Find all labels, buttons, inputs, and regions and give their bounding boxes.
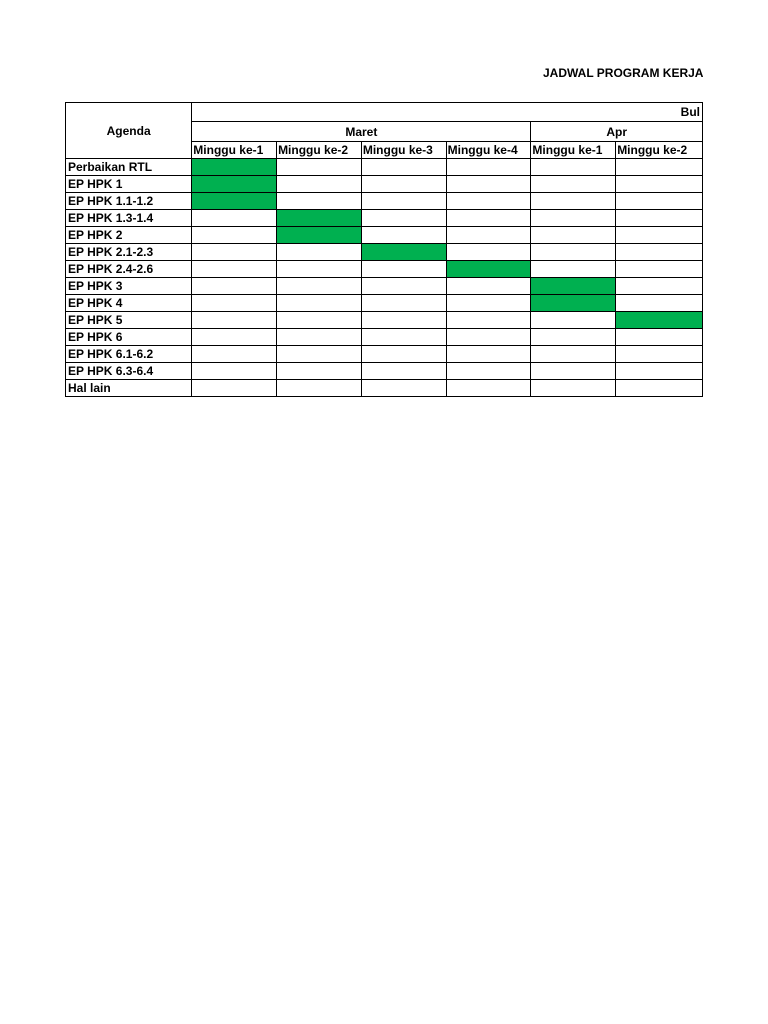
schedule-cell <box>361 380 446 397</box>
week-header-2: Minggu ke-2 <box>277 141 362 158</box>
schedule-cell <box>531 363 616 380</box>
agenda-label: EP HPK 5 <box>66 312 192 329</box>
schedule-cell <box>361 278 446 295</box>
schedule-cell <box>361 210 446 227</box>
schedule-cell-filled <box>192 159 277 176</box>
schedule-cell-filled <box>531 278 616 295</box>
agenda-label: EP HPK 6.3-6.4 <box>66 363 192 380</box>
schedule-cell <box>192 210 277 227</box>
schedule-cell <box>616 227 703 244</box>
schedule-cell <box>616 329 703 346</box>
schedule-cell <box>616 295 703 312</box>
schedule-cell <box>531 380 616 397</box>
schedule-cell <box>446 312 531 329</box>
schedule-cell <box>192 329 277 346</box>
agenda-label: EP HPK 2 <box>66 227 192 244</box>
schedule-cell <box>277 380 362 397</box>
schedule-cell <box>531 244 616 261</box>
table-row <box>66 346 703 363</box>
schedule-cell-filled <box>277 210 362 227</box>
schedule-cell <box>616 159 703 176</box>
schedule-cell <box>361 227 446 244</box>
table-row <box>66 244 703 261</box>
schedule-cell <box>531 210 616 227</box>
title-text: JADWAL PROGRAM KERJA <box>543 66 703 80</box>
schedule-cell <box>192 312 277 329</box>
schedule-cell-filled <box>192 176 277 193</box>
schedule-cell <box>446 295 531 312</box>
schedule-cell <box>531 346 616 363</box>
schedule-cell <box>616 210 703 227</box>
table-row <box>66 210 703 227</box>
schedule-cell <box>616 176 703 193</box>
schedule-cell <box>277 363 362 380</box>
schedule-cell <box>192 346 277 363</box>
table-row <box>66 295 703 312</box>
schedule-cell <box>531 312 616 329</box>
schedule-cell <box>616 244 703 261</box>
schedule-cell <box>192 261 277 278</box>
schedule-cell <box>277 295 362 312</box>
week-header-5: Minggu ke-1 <box>531 141 616 158</box>
schedule-cell <box>192 227 277 244</box>
schedule-cell <box>446 193 531 210</box>
schedule-cell <box>531 159 616 176</box>
agenda-label: EP HPK 3 <box>66 278 192 295</box>
schedule-cell <box>616 346 703 363</box>
week-header-6: Minggu ke-2 <box>616 141 703 158</box>
schedule-cell <box>361 261 446 278</box>
schedule-cell <box>192 278 277 295</box>
schedule-cell <box>446 346 531 363</box>
table-row <box>66 329 703 346</box>
schedule-cell-filled <box>192 193 277 210</box>
schedule-cell <box>531 193 616 210</box>
table-row <box>66 176 703 193</box>
schedule-cell <box>277 176 362 193</box>
schedule-cell-filled <box>361 244 446 261</box>
agenda-header: Agenda <box>66 103 192 159</box>
table-row <box>66 278 703 295</box>
schedule-cell <box>361 312 446 329</box>
schedule-cell <box>361 329 446 346</box>
schedule-cell <box>277 312 362 329</box>
schedule-cell-filled <box>446 261 531 278</box>
agenda-label: EP HPK 1.1-1.2 <box>66 193 192 210</box>
agenda-label: Hal lain <box>66 380 192 397</box>
table-row <box>66 227 703 244</box>
schedule-cell <box>192 244 277 261</box>
schedule-cell <box>361 363 446 380</box>
schedule-table <box>65 102 703 397</box>
schedule-cell <box>616 261 703 278</box>
schedule-cell <box>531 176 616 193</box>
table-row <box>66 363 703 380</box>
schedule-cell <box>277 159 362 176</box>
schedule-cell <box>277 346 362 363</box>
table-row <box>66 312 703 329</box>
schedule-cell <box>531 261 616 278</box>
schedule-cell <box>361 193 446 210</box>
month-header-april: Apr <box>531 122 703 141</box>
schedule-cell-filled <box>531 295 616 312</box>
schedule-cell <box>277 193 362 210</box>
schedule-cell <box>446 227 531 244</box>
schedule-cell <box>616 363 703 380</box>
agenda-label: Perbaikan RTL <box>66 159 192 176</box>
schedule-cell <box>531 227 616 244</box>
schedule-cell <box>192 295 277 312</box>
schedule-cell <box>446 329 531 346</box>
schedule-cell <box>277 261 362 278</box>
schedule-cell <box>277 244 362 261</box>
schedule-cell <box>446 363 531 380</box>
schedule-cell <box>361 346 446 363</box>
schedule-cell <box>277 329 362 346</box>
schedule-cell <box>446 278 531 295</box>
page-title <box>543 66 703 80</box>
table-row <box>66 380 703 397</box>
schedule-cell <box>531 329 616 346</box>
bulan-header: Bul <box>192 103 703 122</box>
schedule-cell-filled <box>277 227 362 244</box>
schedule-cell <box>446 159 531 176</box>
agenda-label: EP HPK 1 <box>66 176 192 193</box>
agenda-label: EP HPK 1.3-1.4 <box>66 210 192 227</box>
schedule-cell <box>616 278 703 295</box>
schedule-cell-filled <box>616 312 703 329</box>
schedule-cell <box>446 244 531 261</box>
month-header-maret: Maret <box>192 122 531 141</box>
agenda-label: EP HPK 6 <box>66 329 192 346</box>
week-header-4: Minggu ke-4 <box>446 141 531 158</box>
schedule-cell <box>446 380 531 397</box>
agenda-label: EP HPK 4 <box>66 295 192 312</box>
agenda-label: EP HPK 2.1-2.3 <box>66 244 192 261</box>
week-header-3: Minggu ke-3 <box>361 141 446 158</box>
schedule-cell <box>446 176 531 193</box>
week-header-1: Minggu ke-1 <box>192 141 277 158</box>
schedule-cell <box>616 193 703 210</box>
agenda-label: EP HPK 6.1-6.2 <box>66 346 192 363</box>
schedule-cell <box>192 380 277 397</box>
table-row <box>66 159 703 176</box>
schedule-cell <box>361 295 446 312</box>
schedule-cell <box>361 176 446 193</box>
schedule-cell <box>277 278 362 295</box>
schedule-cell <box>616 380 703 397</box>
agenda-label: EP HPK 2.4-2.6 <box>66 261 192 278</box>
table-row <box>66 261 703 278</box>
schedule-cell <box>361 159 446 176</box>
schedule-cell <box>446 210 531 227</box>
schedule-cell <box>192 363 277 380</box>
table-row <box>66 193 703 210</box>
